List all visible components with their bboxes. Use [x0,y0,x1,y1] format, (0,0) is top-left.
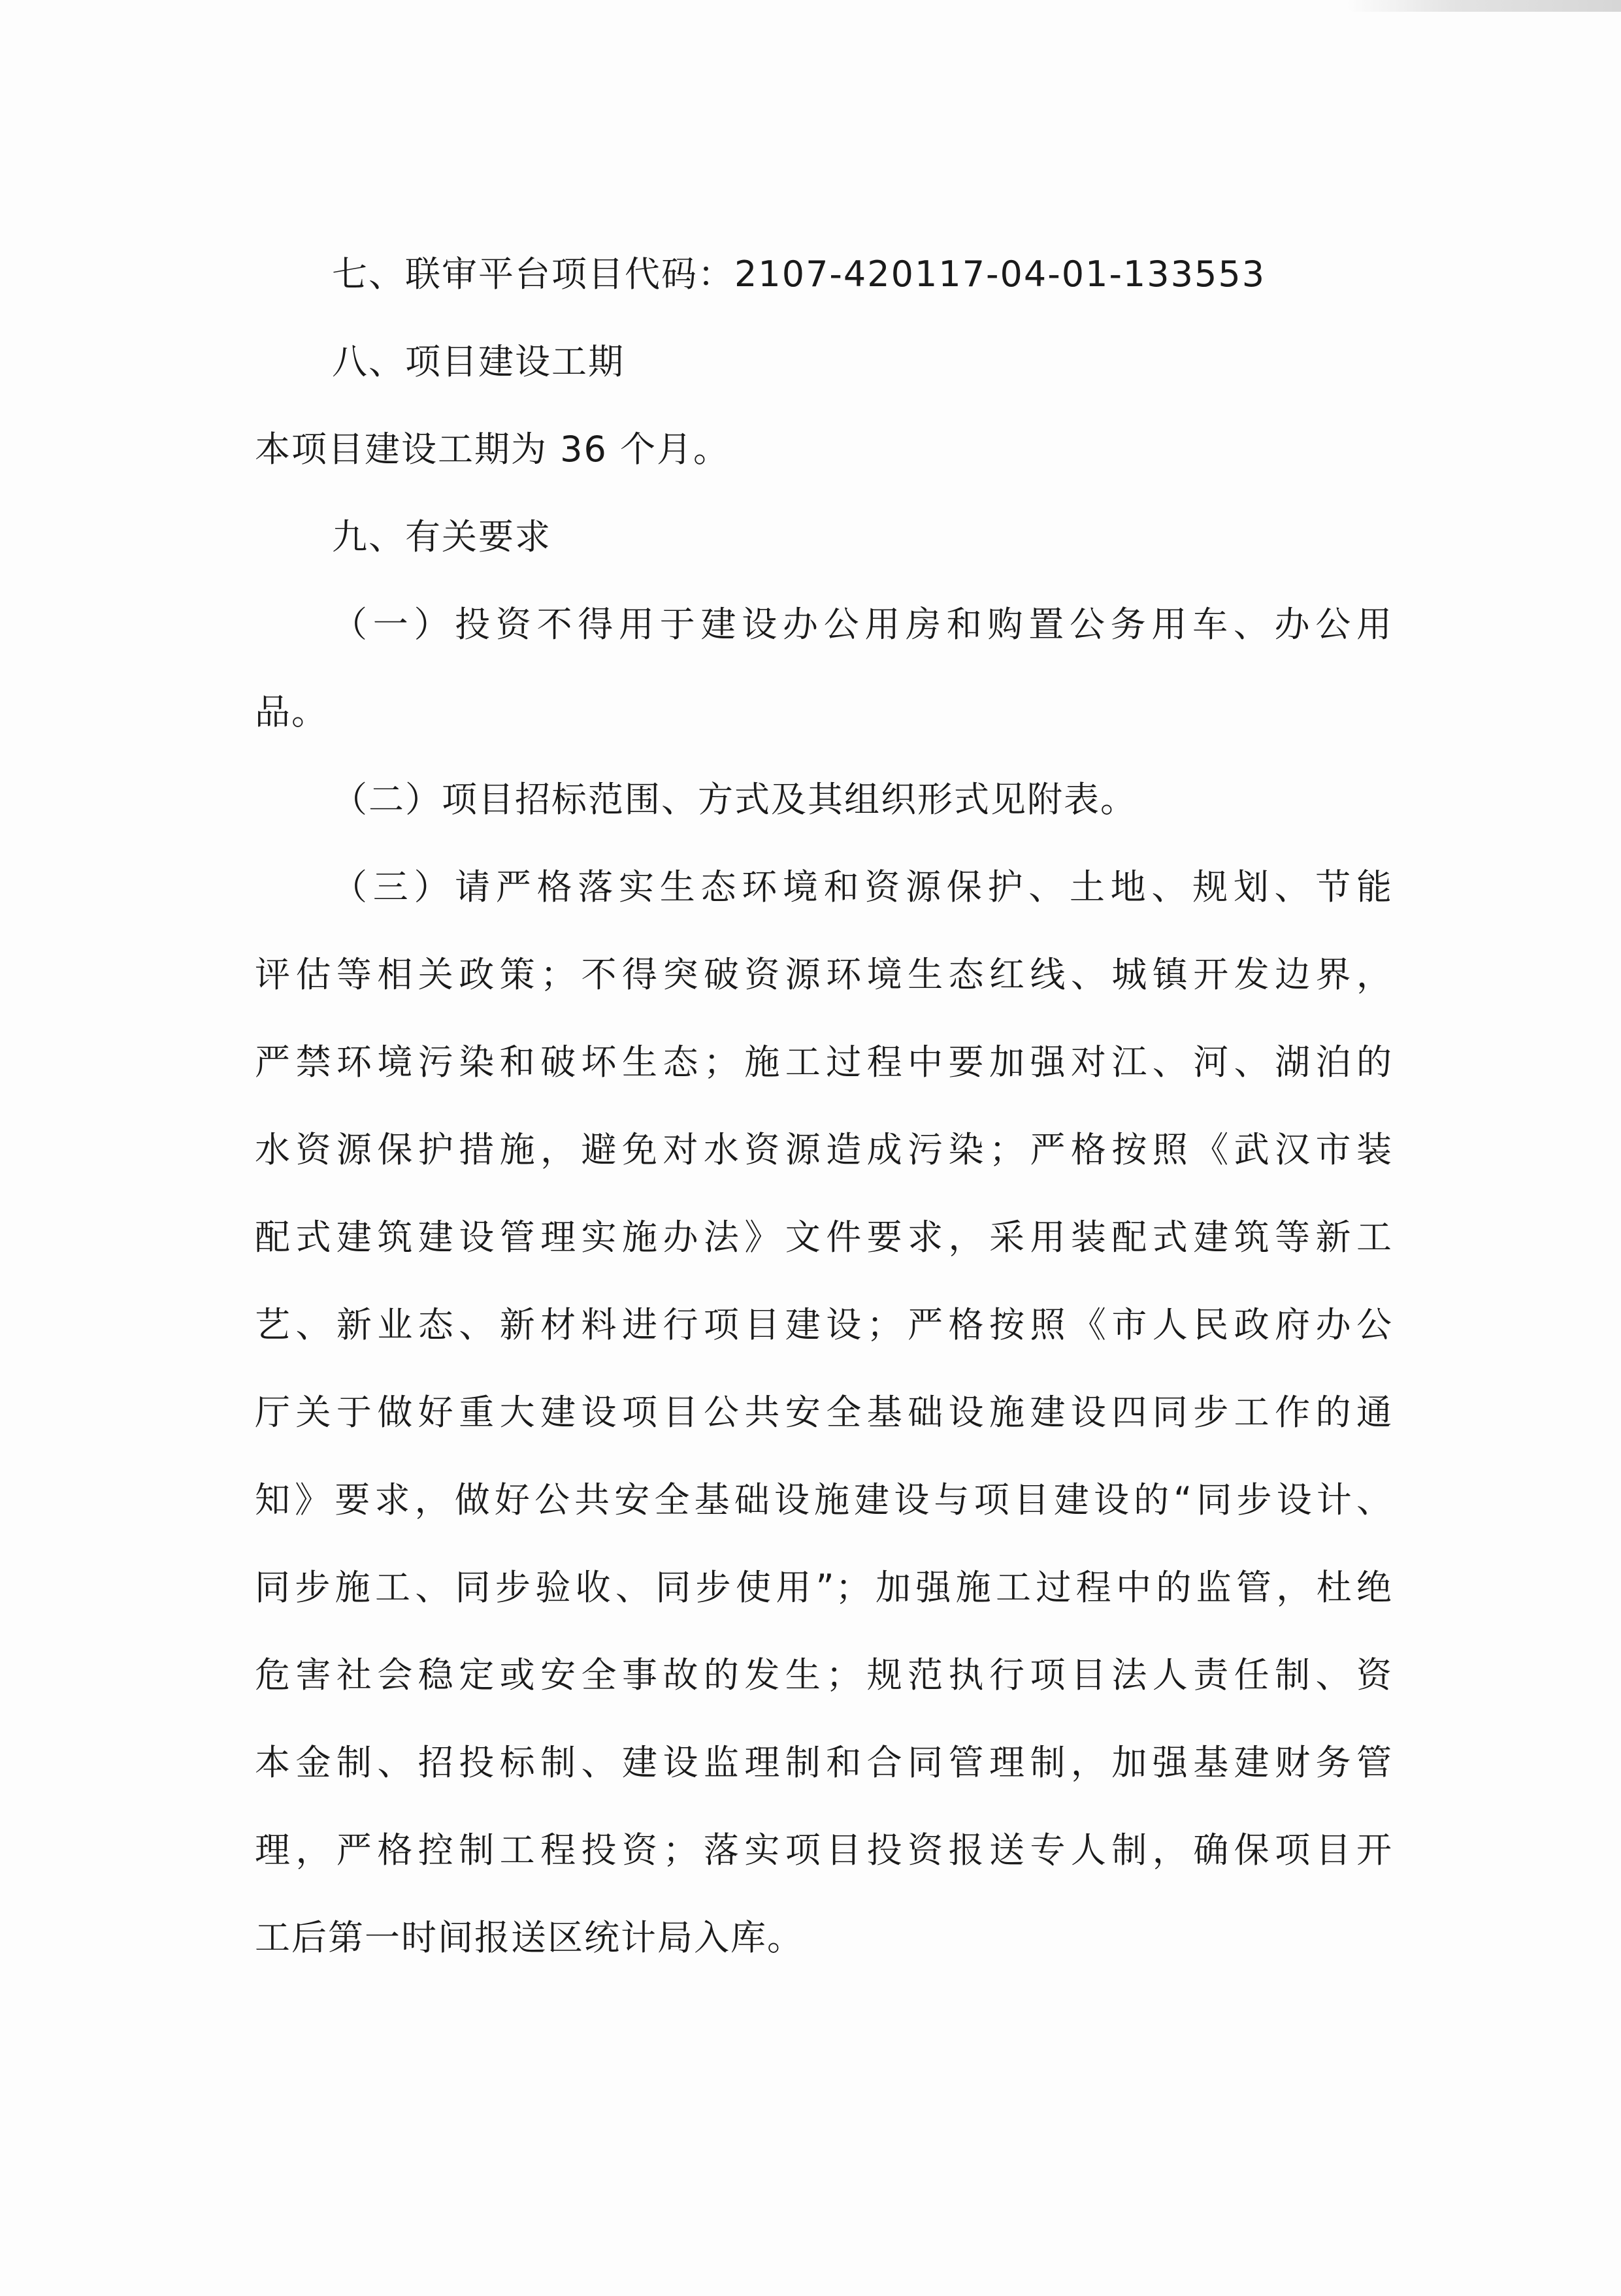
item3-line-7: 厅关于做好重大建设项目公共安全基础设施建设四同步工作的通 [255,1392,1393,1433]
section8-heading: 八、项目建设工期 [332,341,625,382]
item2-line-1: （二）项目招标范围、方式及其组织形式见附表。 [332,779,1137,820]
item3-line-8: 知》要求，做好公共安全基础设施建设与项目建设的“同步设计、 [255,1479,1393,1520]
section7-label: 七、联审平台项目代码： [332,254,734,295]
item3-line-11: 本金制、招投标制、建设监理制和合同管理制，加强基建财务管 [255,1742,1393,1783]
item3-line-3: 严禁环境污染和破坏生态；施工过程中要加强对江、河、湖泊的 [255,1041,1393,1083]
item1-line-1: （一）投资不得用于建设办公用房和购置公务用车、办公用 [332,604,1393,645]
section7-line [332,251,1266,298]
item3-line-6: 艺、新业态、新材料进行项目建设；严格按照《市人民政府办公 [255,1304,1393,1345]
scan-edge-shadow [1347,0,1621,12]
construction-period-text: 本项目建设工期为 36 个月。 [255,429,730,470]
project-code: 2107-420117-04-01-133553 [734,254,1266,295]
item3-line-4: 水资源保护措施，避免对水资源造成污染；严格按照《武汉市装 [255,1129,1393,1170]
item3-line-12: 理，严格控制工程投资；落实项目投资报送专人制，确保项目开 [255,1829,1393,1871]
item3-line-13: 工后第一时间报送区统计局入库。 [255,1917,804,1958]
item3-line-9: 同步施工、同步验收、同步使用”；加强施工过程中的监管，杜绝 [255,1567,1393,1608]
item1-line-2: 品。 [255,691,328,732]
section9-heading: 九、有关要求 [332,516,551,557]
item3-line-2: 评估等相关政策；不得突破资源环境生态红线、城镇开发边界， [255,954,1393,995]
item3-line-10: 危害社会稳定或安全事故的发生；规范执行项目法人责任制、资 [255,1654,1393,1696]
item3-line-5: 配式建筑建设管理实施办法》文件要求，采用装配式建筑等新工 [255,1217,1393,1258]
item3-line-1: （三）请严格落实生态环境和资源保护、土地、规划、节能 [332,866,1393,908]
